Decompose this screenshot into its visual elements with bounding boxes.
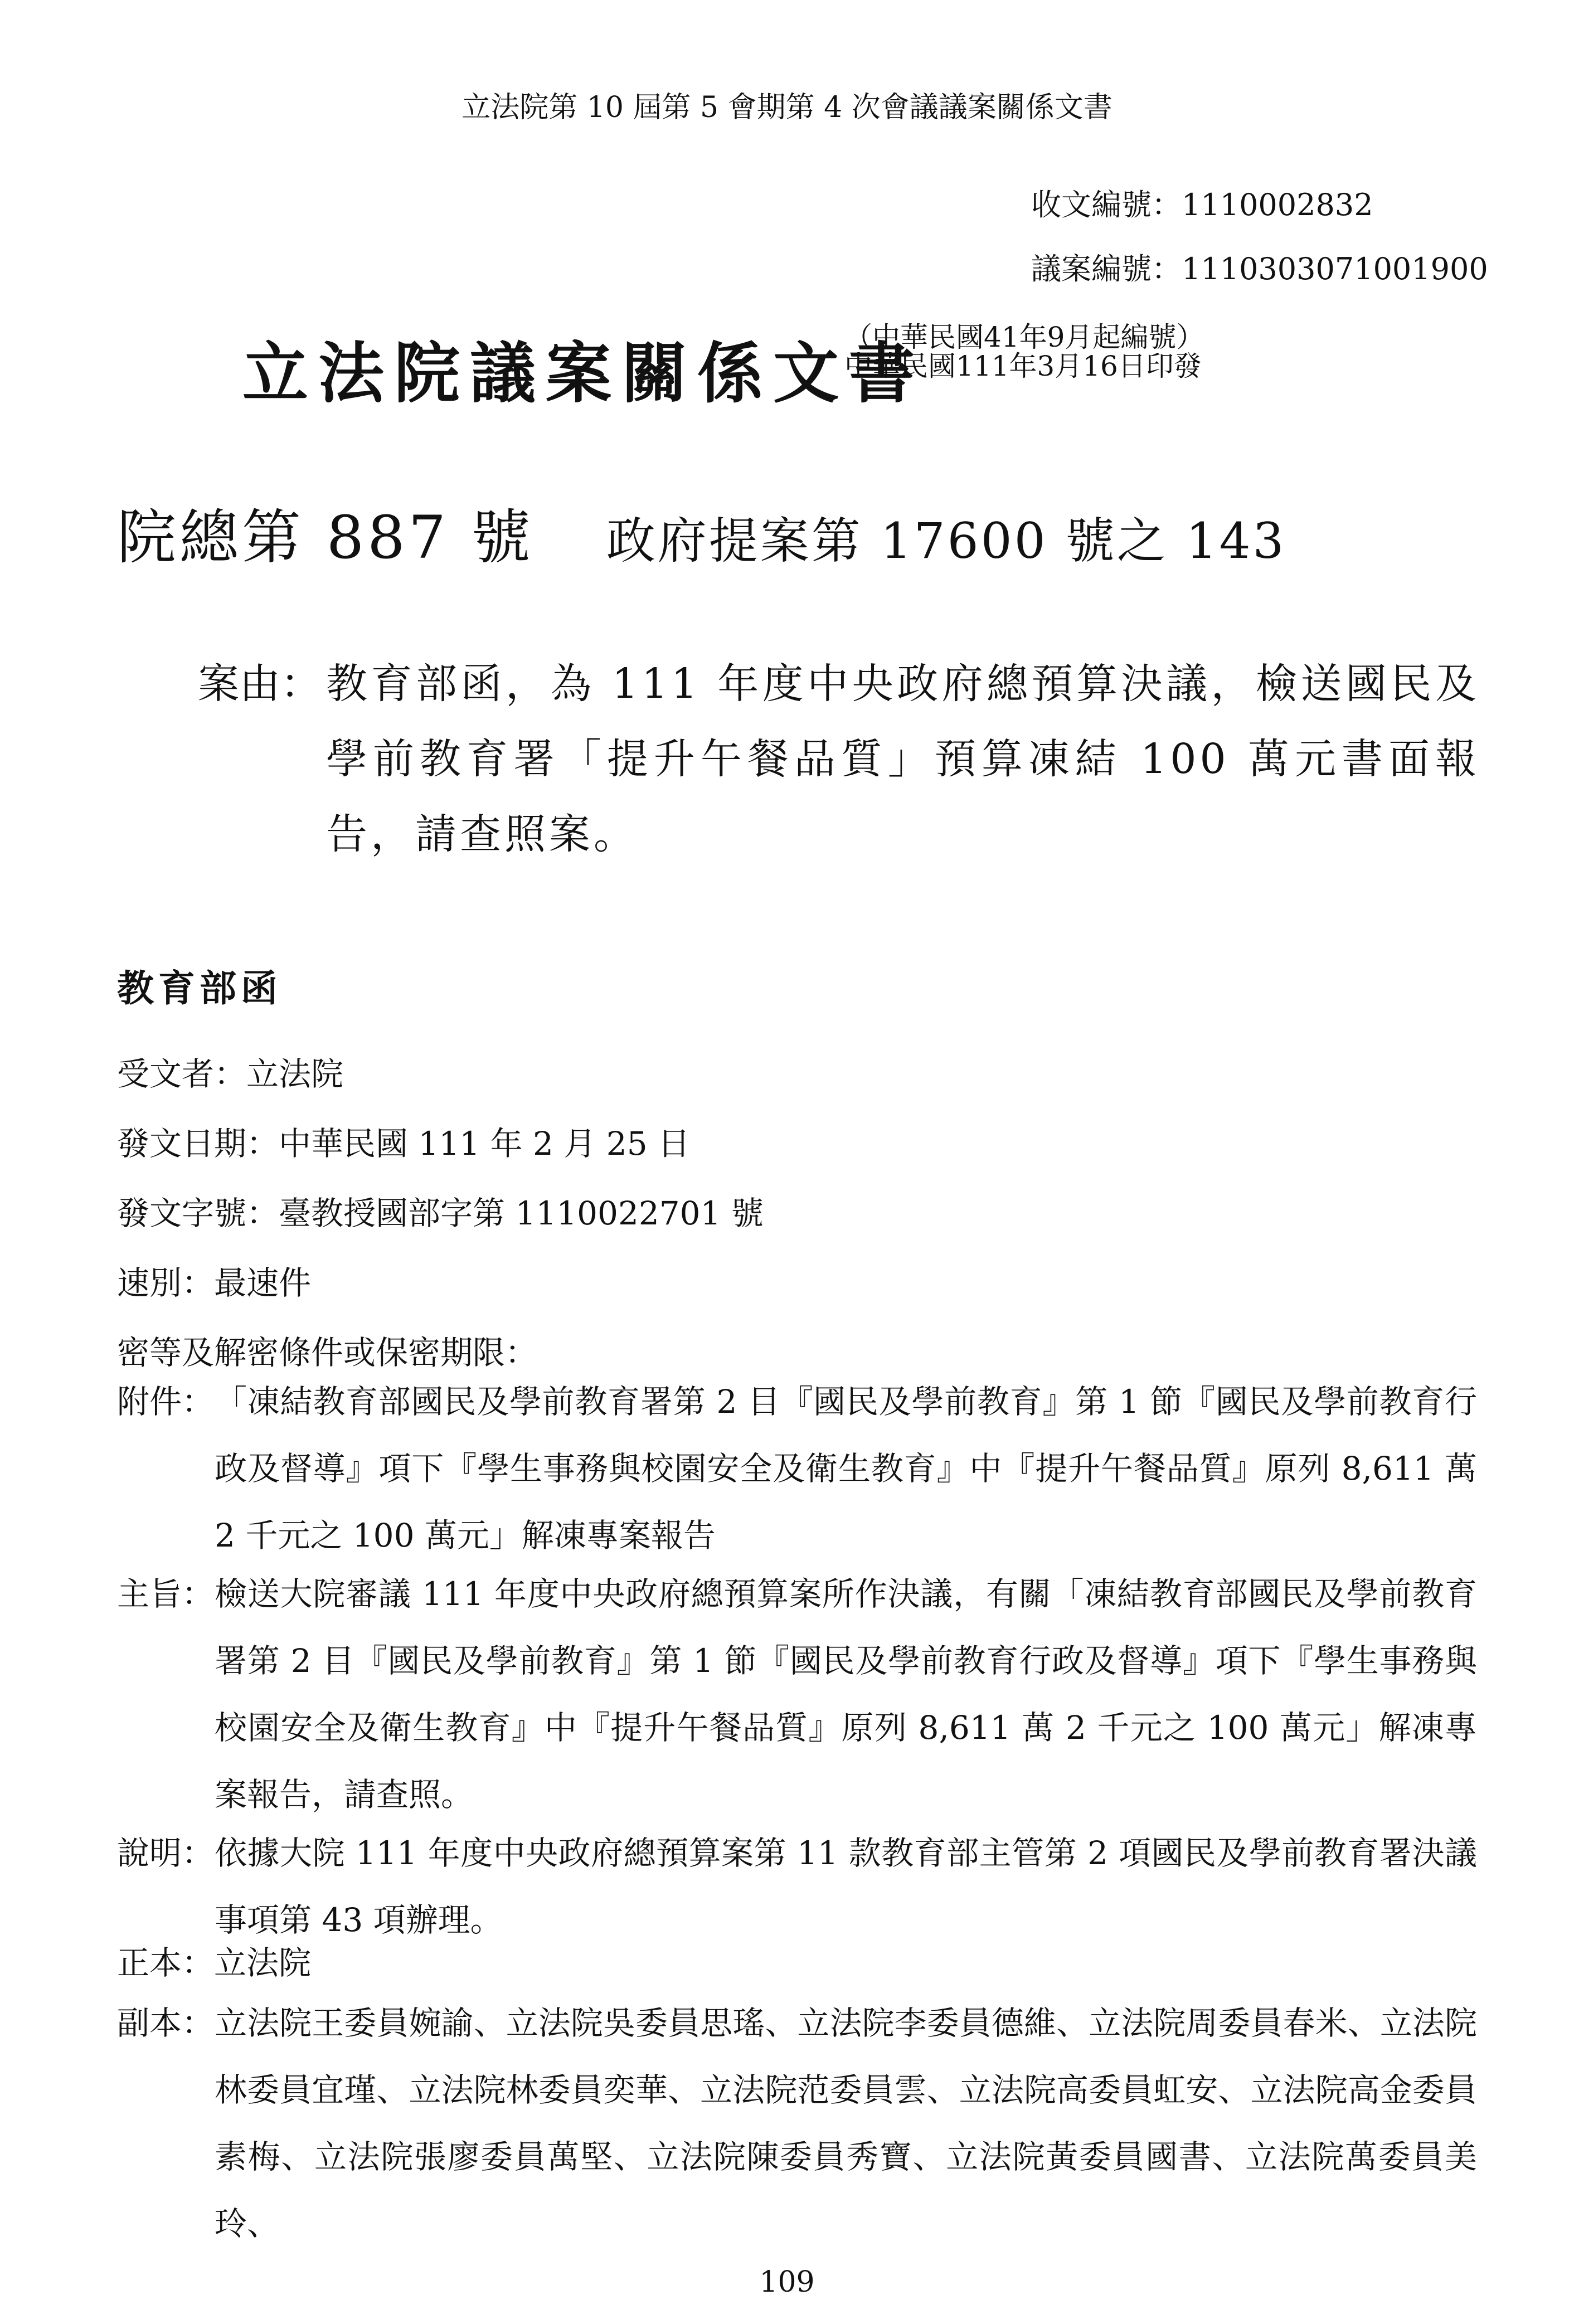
page-number: 109 <box>759 2265 815 2299</box>
letter-heading: 教育部函 <box>117 966 282 1010</box>
running-header: 立法院第 10 屆第 5 會期第 4 次會議議案關係文書 <box>461 91 1113 124</box>
secrecy-field: 密等及解密條件或保密期限： <box>117 1334 538 1372</box>
gist-text: 檢送大院審議 111 年度中央政府總預算案所作決議，有關「凍結教育部國民及學前教育署第 2 目『國民及學前教育』第 1 節『國民及學前教育行政及督導』項下『學生事務與校園安全及衛生教育』中『提升午餐品質』原列 8,611 萬 2 千元之 100 萬元」解凍專案報告，請查照。 <box>215 1575 1477 1814</box>
attachment-block <box>117 1368 1477 1569</box>
print-date: 中華民國111年3月16日印發 <box>844 350 1202 382</box>
original-recipient: 正本：立法院 <box>117 1944 312 1982</box>
attachment-text: 「凍結教育部國民及學前教育署第 2 目『國民及學前教育』第 1 節『國民及學前教育行政及督導』項下『學生事務與校園安全及衛生教育』中『提升午餐品質』原列 8,611 萬 2 千元之 100 萬元」解凍專案報告 <box>215 1383 1477 1554</box>
copy-block <box>117 1990 1477 2257</box>
proposal-number: 政府提案第 17600 號之 143 <box>606 512 1286 570</box>
receipt-number: 收文編號：1110002832 <box>1031 187 1373 222</box>
case-subject-label: 案由： <box>198 660 322 708</box>
gist-block <box>117 1560 1477 1828</box>
document-title: 立法院議案關係文書 <box>242 334 925 412</box>
case-subject <box>198 646 1480 872</box>
copy-label: 副本： <box>117 2004 215 2042</box>
copy-text: 立法院王委員婉諭、立法院吳委員思瑤、立法院李委員德維、立法院周委員春米、立法院林委員宜瑾、立法院林委員奕華、立法院范委員雲、立法院高委員虹安、立法院高金委員素梅、立法院張廖委員萬堅、立法院陳委員秀寶、立法院黃委員國書、立法院萬委員美玲、 <box>215 2004 1477 2243</box>
explanation-label: 說明： <box>117 1834 215 1872</box>
numbering-note: （中華民國41年9月起編號） <box>844 321 1204 353</box>
date-field: 發文日期：中華民國 111 年 2 月 25 日 <box>117 1125 691 1163</box>
bill-number: 議案編號：1110303071001900 <box>1031 251 1488 286</box>
gist-label: 主旨： <box>117 1575 215 1613</box>
recipient-field: 受文者：立法院 <box>117 1055 344 1093</box>
speed-field: 速別：最速件 <box>117 1264 312 1302</box>
attachment-label: 附件： <box>117 1383 215 1421</box>
yuan-number: 院總第 887 號 <box>117 503 534 572</box>
explanation-text: 依據大院 111 年度中央政府總預算案第 11 款教育部主管第 2 項國民及學前教育署決議事項第 43 項辦理。 <box>215 1834 1477 1939</box>
document-numbers <box>117 490 1286 575</box>
explanation-block <box>117 1820 1477 1953</box>
doc-number-field: 發文字號：臺教授國部字第 1110022701 號 <box>117 1194 764 1232</box>
case-subject-text: 教育部函，為 111 年度中央政府總預算決議，檢送國民及學前教育署「提升午餐品質」預算凍結 100 萬元書面報告，請查照案。 <box>326 660 1480 858</box>
